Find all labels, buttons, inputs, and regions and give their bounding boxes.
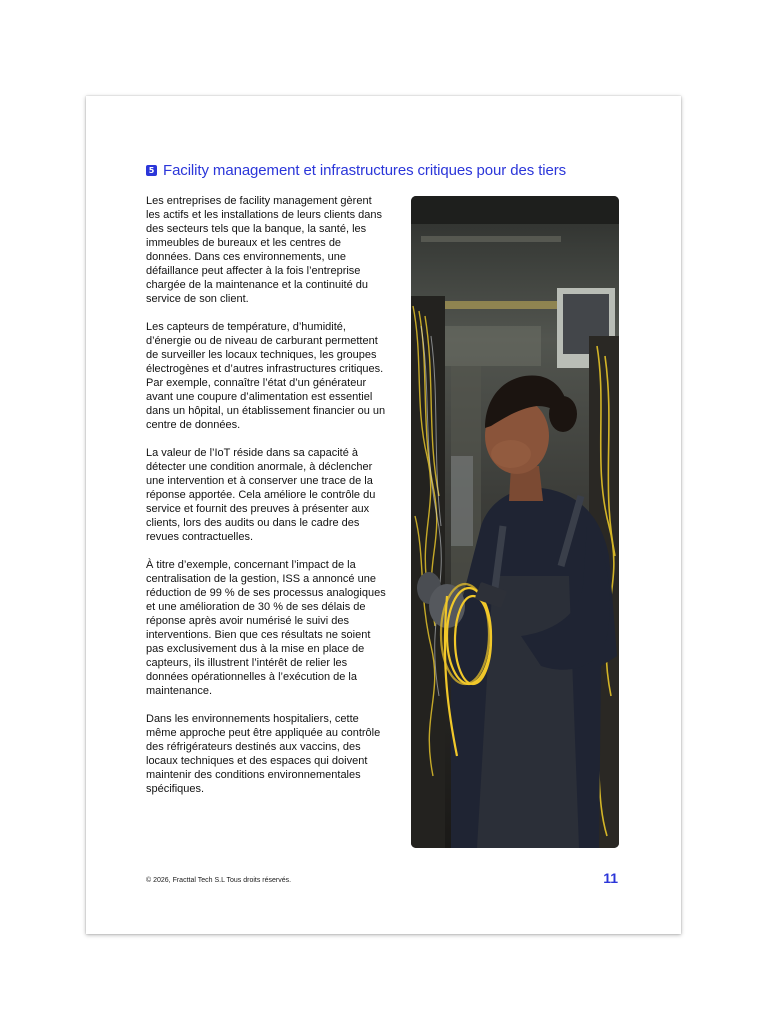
paragraph: Dans les environnements hospitaliers, cette même approche peut être appliquée au contrôle des réfrigérateurs destinés aux vaccins, des locaux techniques et des espaces qui doivent maintenir des conditions environnementales spécifiques.: [146, 713, 381, 795]
copyright-text: © 2026, Fracttal Tech S.L Tous droits réservés.: [146, 877, 292, 884]
paragraph: Les capteurs de température, d’humidité, d’énergie ou de niveau de carburant permettent de surveiller les locaux techniques, les groupes électrogènes et d’autres infrastructures critiques. Par exemple, connaître l’état d’un générateur avant une coupure d’alimentation est essentiel dans un hôpital, un établissement financier ou un centre de données.: [146, 321, 386, 431]
section-heading: [146, 162, 626, 179]
technician-photo: [411, 196, 619, 848]
document-page: [86, 96, 681, 934]
page-number: 11: [603, 870, 618, 886]
body-text: [146, 194, 386, 810]
paragraph: À titre d’exemple, concernant l’impact de la centralisation de la gestion, ISS a annoncé une réduction de 99 % de ses processus analogiques et une amélioration de 30 % de ses délais de réponse après avoir numérisé le suivi des interventions. Bien que ces résultats ne soient pas exclusivement dus à la mise en place de capteurs, ils illustrent l’intérêt de relier les données opérationnelles à l’exécution de la maintenance.: [146, 559, 386, 697]
paragraph: La valeur de l’IoT réside dans sa capacité à détecter une condition anormale, à déclencher une intervention et à conserver une trace de la réponse apportée. Cela améliore le contrôle du service et fournit des preuves à présenter aux clients, lors des audits ou dans le cadre des revues contractuelles.: [146, 447, 376, 543]
section-number-badge: 5: [146, 165, 157, 176]
section-title: Facility management et infrastructures critiques pour des tiers: [163, 162, 567, 179]
paragraph: Les entreprises de facility management gèrent les actifs et les installations de leurs clients dans des secteurs tels que la banque, la santé, les immeubles de bureaux et les centres de données. Dans ces environnements, une défaillance peut affecter à la fois l’entreprise chargée de la maintenance et la continuité du service de son client.: [146, 195, 383, 305]
